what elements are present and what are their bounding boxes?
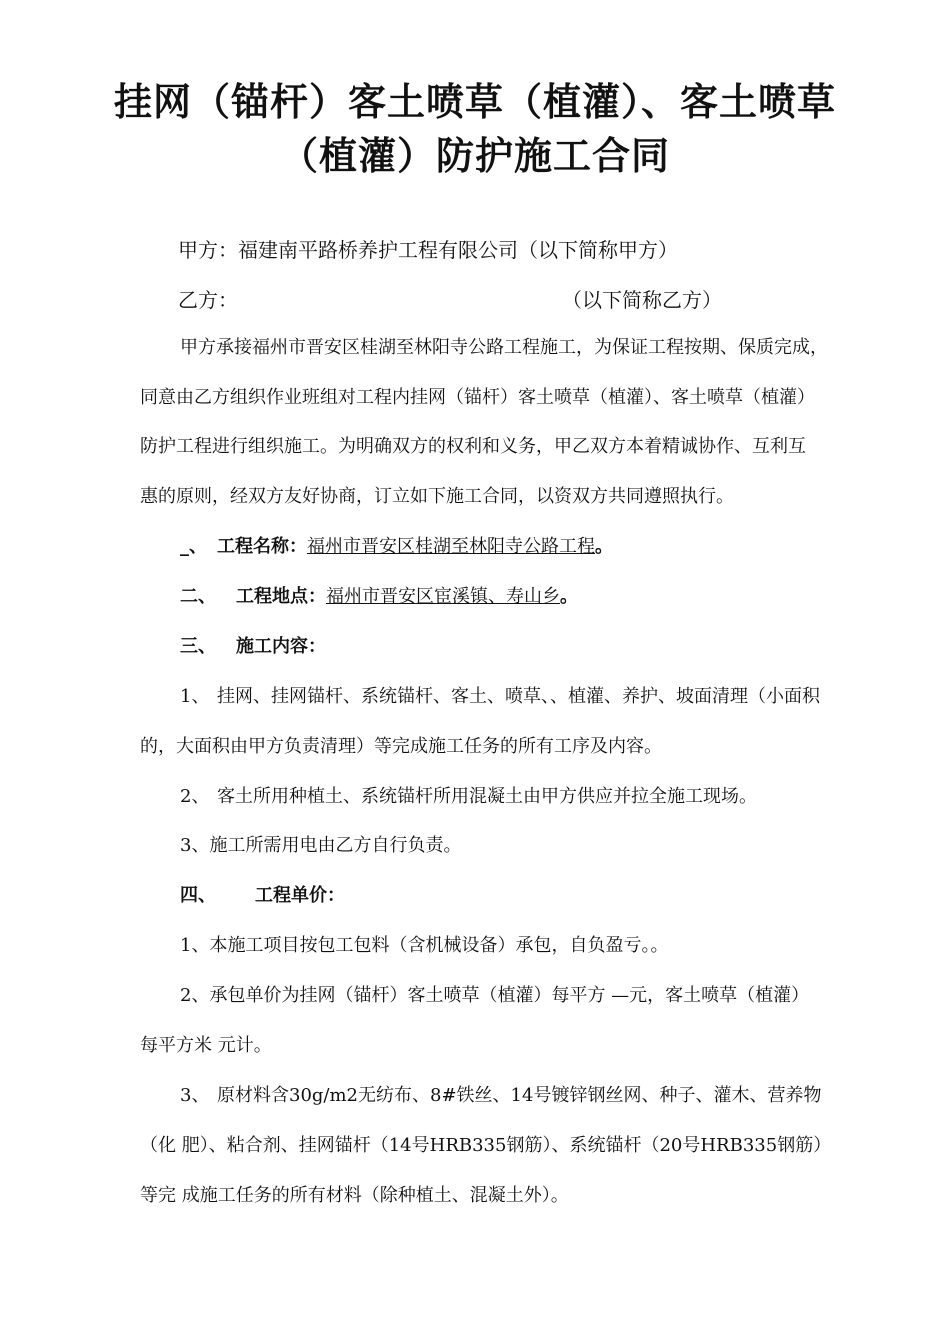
intro-line-3: 防护工程进行组织施工。为明确双方的权利和义务，甲乙双方本着精诚协作、互利互 xyxy=(140,436,806,457)
section-4-item-3-line-1 xyxy=(180,1081,821,1107)
section-2-label: 工程地点： xyxy=(236,586,326,607)
section-1-value: 福州市晋安区桂湖至林阳寺公路工程 xyxy=(307,536,595,557)
section-3-item-3: 3、施工所需用电由乙方自行负责。 xyxy=(180,835,462,856)
section-1-label: 工程名称： xyxy=(217,536,307,557)
section-3-label: 施工内容： xyxy=(236,636,326,657)
section-4-item-3-number: 3、 xyxy=(180,1085,210,1106)
section-2 xyxy=(180,582,578,608)
intro-line-2: 同意由乙方组织作业班组对工程内挂网（锚杆）客土喷草（植灌）、客土喷草（植灌） xyxy=(140,387,815,408)
section-4-number: 四、 xyxy=(180,885,216,906)
section-3-number: 三、 xyxy=(180,636,216,657)
section-4-label: 工程单价： xyxy=(255,885,345,906)
section-3-item-1-text: 挂网、挂网锚杆、系统锚杆、客土、喷草、、植灌、养护、坡面清理（小面积 xyxy=(217,686,820,707)
section-2-number: 二、 xyxy=(180,586,216,607)
section-3-item-2 xyxy=(180,782,757,808)
title-line-1: 挂网（锚杆）客土喷草（植灌）、客土喷草 xyxy=(113,80,836,124)
section-3-item-1-number: 1、 xyxy=(180,686,210,707)
section-4-item-3-text: 原材料含30g/m2无纺布、8#铁丝、14号镀锌钢丝网、种子、灌木、营养物 xyxy=(217,1085,822,1106)
section-3-item-2-text: 客土所用种植土、系统锚杆所用混凝土由甲方供应并拉全施工现场。 xyxy=(217,786,757,807)
section-3-item-2-number: 2、 xyxy=(180,786,210,807)
section-4-item-1: 1、本施工项目按包工包料（含机械设备）承包，自负盈亏。。 xyxy=(180,935,669,956)
section-3-item-1-line-1 xyxy=(180,682,820,708)
section-2-end: 。 xyxy=(560,586,578,607)
section-4-item-3-line-2: （化 肥）、粘合剂、挂网锚杆（14号HRB335钢筋）、系统锚杆（20号HRB335钢筋） xyxy=(140,1135,832,1156)
section-3-item-1-line-2: 的，大面积由甲方负责清理）等完成施工任务的所有工序及内容。 xyxy=(140,736,662,757)
section-1 xyxy=(180,532,613,558)
intro-line-4: 惠的原则，经双方友好协商，订立如下施工合同，以资双方共同遵照执行。 xyxy=(140,486,734,507)
section-1-end: 。 xyxy=(595,536,613,557)
section-4-item-3-line-3: 等完 成施工任务的所有材料（除种植土、混凝土外）。 xyxy=(140,1185,569,1206)
section-4 xyxy=(180,881,345,907)
section-2-value: 福州市晋安区宦溪镇、寿山乡 xyxy=(326,586,560,607)
section-4-item-2-line-1: 2、承包单价为挂网（锚杆）客土喷草（植灌）每平方 —元，客土喷草（植灌） xyxy=(180,985,810,1006)
party-a-name: 福建南平路桥养护工程有限公司（以下简称甲方） xyxy=(238,238,678,262)
intro-line-1: 甲方承接福州市晋安区桂湖至林阳寺公路工程施工，为保证工程按期、保质完成， xyxy=(180,337,828,358)
section-3 xyxy=(180,632,326,658)
party-b xyxy=(178,284,238,313)
section-1-number: _、 xyxy=(180,536,207,557)
party-b-suffix: （以下简称乙方） xyxy=(562,288,722,312)
party-b-label: 乙方： xyxy=(178,288,238,312)
party-a xyxy=(178,234,678,263)
section-4-item-2-line-2: 每平方米 元计。 xyxy=(140,1035,272,1056)
title-line-2: （植灌）防护施工合同 xyxy=(279,134,670,178)
party-a-label: 甲方： xyxy=(178,238,238,262)
